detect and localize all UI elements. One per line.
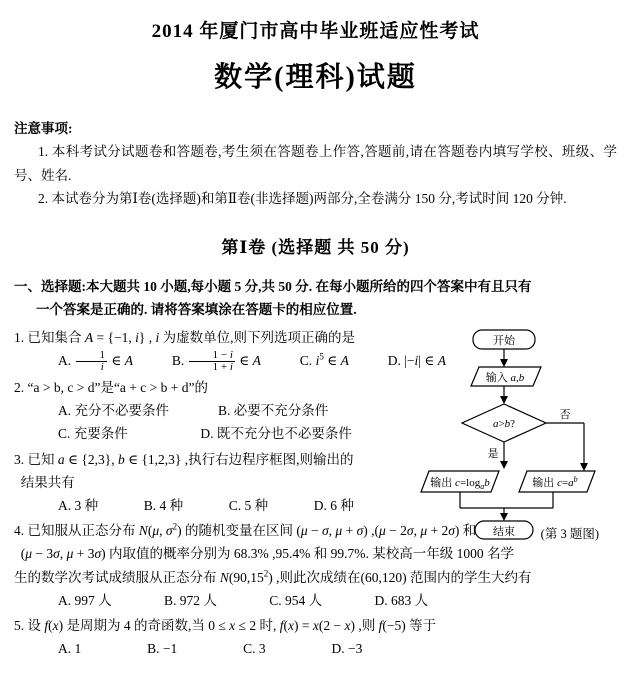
question-1-option-d: D. |−i| ∈ A [387, 352, 446, 368]
flow-decision-label: a>b? [492, 417, 516, 430]
question-4-option-b: B. 972 人 [164, 592, 217, 608]
question-3-option-a: A. 3 种 [58, 498, 99, 514]
question-5-options [14, 637, 617, 660]
notice-heading: 注意事项: [14, 121, 73, 136]
question-5-option-c: C. 3 [243, 641, 266, 657]
question-5-stem: 5. 设 f(x) 是周期为 4 的奇函数,当 0 ≤ x ≤ 2 时, f(x) = x(2 − x) ,则 f(−5) 等于 [14, 618, 437, 634]
question-4-stem-line-2: (μ − 3σ, μ + 3σ) 内取值的概率分别为 68.3% ,95.4% 和 99.7%. 某校高一年级 1000 名学 [14, 546, 515, 562]
choice-instructions-line-2: 一个答案是正确的. 请将答案填涂在答题卡的相应位置. [36, 301, 357, 317]
page-subtitle: 数学(理科)试题 [214, 62, 417, 93]
notice-line-2: 2. 本试卷分为第Ⅰ卷(选择题)和第Ⅱ卷(非选择题)两部分,全卷满分 150 分,考试时间 120 分钟. [38, 191, 567, 207]
flow-output-right-label: 输出 $c=a^b$ [532, 474, 578, 489]
section-title: 第Ⅰ卷 (选择题 共 50 分) [221, 237, 410, 257]
question-1-options [14, 348, 446, 374]
flow-output-left-label: 输出 $c=\log_ab$ [430, 476, 490, 491]
question-2-option-b: B. 必要不充分条件 [218, 403, 329, 419]
question-2-option-a: A. 充分不必要条件 [58, 403, 169, 419]
choice-instructions-line-1: 一、选择题:本大题共 10 小题,每小题 5 分,共 50 分. 在每小题所给的四个答案中有且只有 [14, 278, 532, 294]
question-2-option-c: C. 充要条件 [58, 426, 128, 442]
flow-yes-label: 是 [487, 447, 499, 460]
questions-area [14, 326, 617, 661]
question-3-stem-line-2: 结果共有 [14, 474, 75, 490]
question-1-option-c: C. $i^5$ ∈ A [299, 351, 349, 368]
question-4-option-c: C. 954 人 [269, 592, 323, 608]
question-5 [14, 614, 617, 660]
question-2-stem: 2. “a > b, c > d”是“a + c > b + d”的 [14, 379, 209, 395]
flowchart-figure [399, 326, 609, 541]
question-3-stem-line-1: 3. 已知 a ∈ {2,3}, b ∈ {1,2,3} ,执行右边程序框图,则输出的 [14, 451, 354, 467]
question-2-options-row-2 [14, 422, 406, 445]
choice-instructions [14, 276, 617, 322]
flow-input-label: 输入 a,b [485, 371, 525, 384]
exam-paper-page [0, 16, 631, 693]
question-1 [14, 326, 446, 374]
question-5-option-b: B. −1 [147, 641, 178, 657]
question-3-option-d: D. 6 种 [313, 498, 354, 514]
page-title: 2014 年厦门市高中毕业班适应性考试 [151, 21, 480, 42]
question-2-option-d: D. 既不充分也不必要条件 [200, 426, 352, 442]
question-3-options [14, 494, 406, 517]
question-4-option-a: A. 997 人 [58, 592, 112, 608]
question-2-options-row-1 [14, 399, 406, 422]
question-4-options [14, 589, 617, 612]
question-4-stem-line-3: 生的数学次考试成绩服从正态分布 N(90,15$^2$) ,则此次成绩在(60,120) 范围内的学生大约有 [14, 568, 532, 585]
question-1-stem: 1. 已知集合 A = {−1, i} , i 为虚数单位,则下列选项正确的是 [14, 329, 355, 345]
notice-body [14, 140, 617, 211]
question-2 [14, 376, 406, 446]
question-3 [14, 448, 406, 518]
flow-end-label: 结束 [493, 525, 515, 538]
flow-no-label: 否 [559, 408, 571, 421]
question-4-stem-line-1: 4. 已知服从正态分布 N(μ, $\sigma^2$) 的随机变量在区间 (μ − σ, μ + σ) ,(μ − 2σ, μ + 2σ) 和 [14, 521, 477, 539]
question-3-option-b: B. 4 种 [143, 498, 184, 514]
question-5-option-a: A. 1 [58, 641, 82, 657]
question-5-option-d: D. −3 [331, 641, 363, 657]
question-1-option-a: A. $\frac{1}{i}$ ∈ A [58, 348, 133, 374]
question-3-option-c: C. 5 种 [228, 498, 269, 514]
flow-start-label: 开始 [493, 334, 515, 347]
question-1-option-b: B. $\frac{1 - i}{1 + i}$ ∈ A [171, 348, 261, 374]
notice-line-1: 1. 本科考试分试题卷和答题卷,考生须在答题卷上作答,答题前,请在答题卷内填写学校、班级、学号、姓名. [14, 144, 617, 183]
flowchart-caption: (第 3 题图) [540, 526, 599, 541]
question-4-option-d: D. 683 人 [374, 592, 429, 608]
